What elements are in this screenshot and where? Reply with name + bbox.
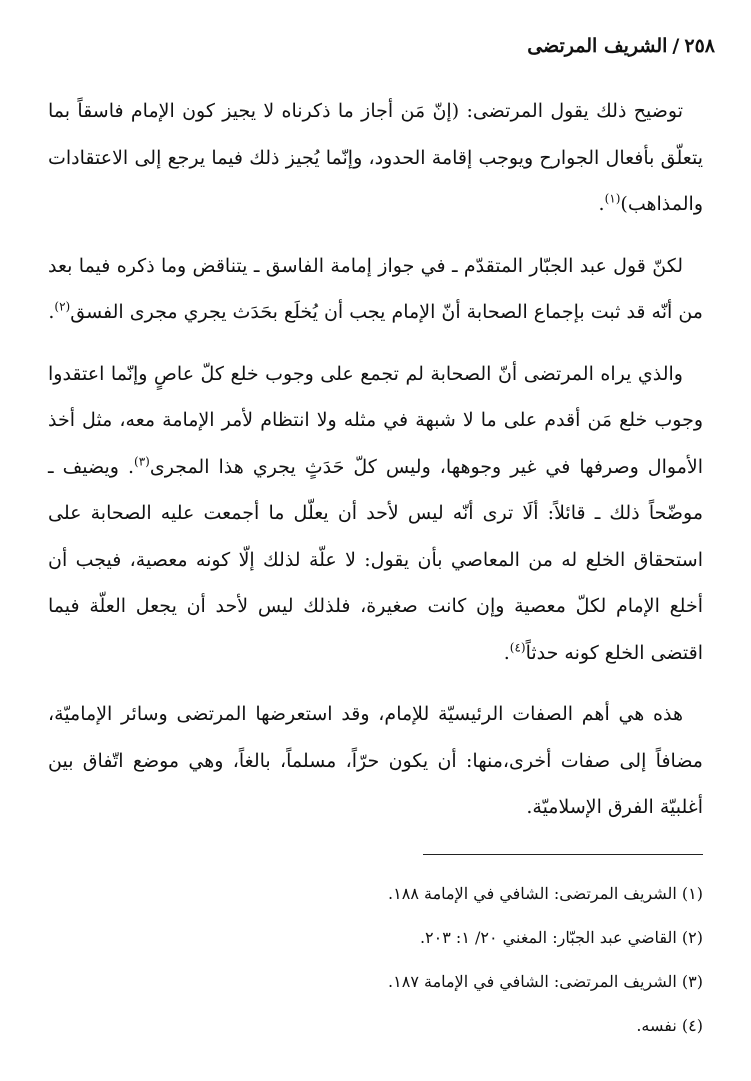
footnote-1: (١) الشريف المرتضى: الشافي في الإمامة ١٨٨. (388, 884, 703, 903)
footnote-3: (٣) الشريف المرتضى: الشافي في الإمامة ١٨٧. (388, 972, 703, 991)
paragraph-3-text: والذي يراه المرتضى أنّ الصحابة لم تجمع على وجوب خلع كلّ عاصٍ وإنّما اعتقدوا وجوب خلع مَن أقدم على ما لا شبهة في مثله ولا انتظام لأمر الإمامة معه، مثل أخذ الأموال وصرفها في غير وجوهها، وليس كلّ حَدَثٍ يجري هذا المجرى (48, 362, 703, 478)
paragraph-2-tail: . (48, 301, 55, 323)
footnote-ref-3: (٣) (134, 454, 150, 469)
paragraph-1-tail: . (598, 193, 605, 215)
running-header (36, 28, 715, 64)
header-separator: / (672, 35, 680, 57)
footnote-ref-2: (٢) (54, 299, 71, 314)
footnote-4: (٤) نفسه. (636, 1016, 703, 1035)
paragraph-3-tail: . ويضيف ـ موضّحاً ذلك ـ قائلاً: ألَا ترى أنّه ليس لأحد أن يعلّل ما أجمعت عليه الصحابة على استحقاق الخلع له من المعاصي بأن يقول: لا علّة لذلك إلّا كونه معصية، فيجب أن أخلع الإمام لكلّ معصية وإن كانت صغيرة، فلذلك ليس لأحد أن يجعل العلّة فيما اقتضى الخلع كونه حدثاً (48, 455, 703, 664)
paragraph-2-text: لكنّ قول عبد الجبّار المتقدّم ـ في جواز إمامة الفاسق ـ يتناقض وما ذكره فيما بعد من أنّه قد ثبت بإجماع الصحابة أنّ الإمام يجب أن يُخلَع بحَدَث يجري مجرى الفسق (48, 254, 703, 323)
paragraph-4 (48, 691, 703, 831)
book-title: الشريف المرتضى (527, 35, 668, 57)
paragraph-1-text: توضيح ذلك يقول المرتضى: (إنّ مَن أجاز ما ذكرناه لا يجيز كون الإمام فاسقاً بما يتعلّق بأفعال الجوارح ويوجب إقامة الحدود، وإنّما يُجيز ذلك فيما يرجع إلى الاعتقادات والمذاهب) (48, 100, 703, 215)
paragraph-4-text: هذه هي أهم الصفات الرئيسيّة للإمام، وقد استعرضها المرتضى وسائر الإماميّة، مضافاً إلى صفات أخرى،منها: أن يكون حرّاً، مسلماً، بالغاً، وهي موضع اتّفاق بين أغلبيّة الفرق الإسلاميّة. (48, 703, 703, 818)
footnote-divider (423, 854, 703, 855)
footnote-ref-4: (٤) (509, 640, 526, 655)
footnote-2: (٢) القاضي عبد الجبّار: المغني ٢٠/ ١: ٢٠٣. (419, 928, 703, 947)
footnotes (48, 872, 703, 1048)
paragraph-3 (48, 351, 703, 677)
paragraph-2 (48, 243, 703, 336)
page-number: ٢٥٨ (684, 35, 715, 57)
main-text (48, 88, 703, 846)
footnote-ref-1: (١) (604, 191, 621, 206)
paragraph-1 (48, 88, 703, 228)
paragraph-3-end: . (503, 641, 510, 664)
